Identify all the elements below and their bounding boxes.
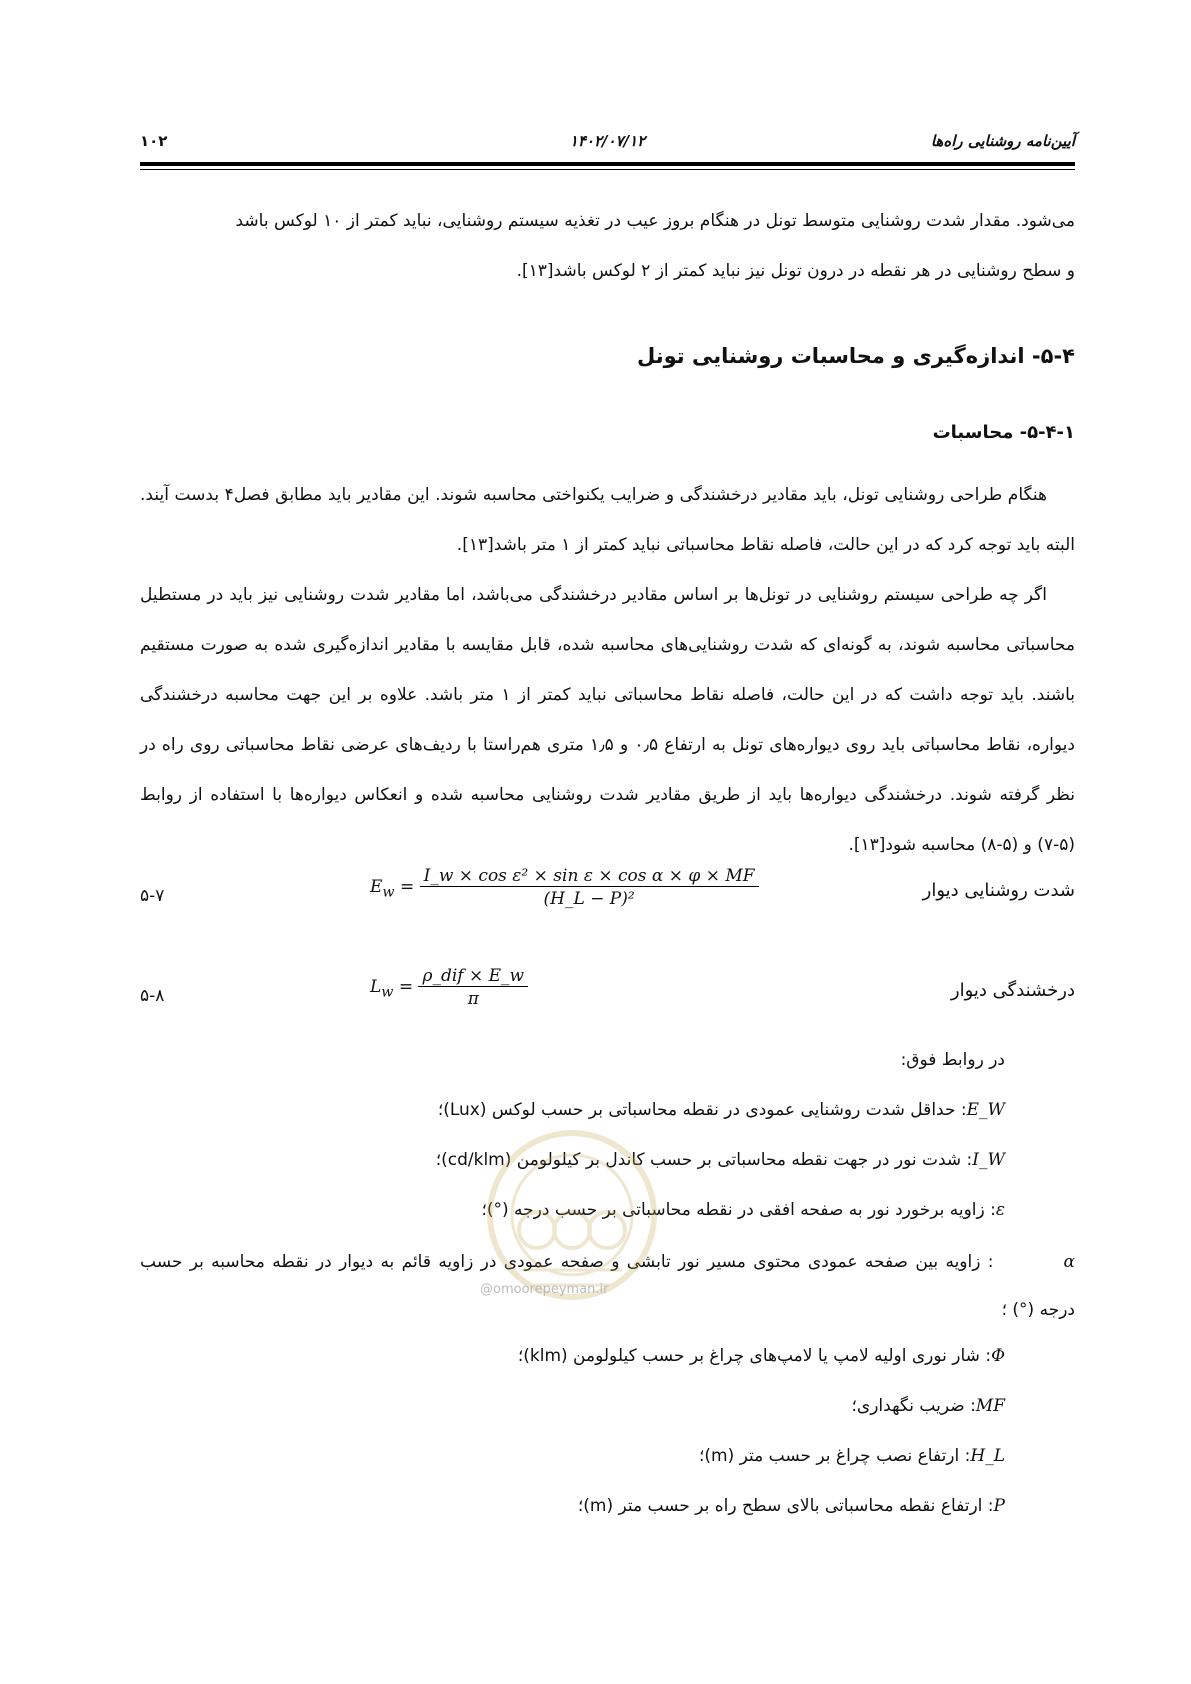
body-p2: اگر چه طراحی سیستم روشنایی در تونل‌ها بر اساس مقادیر درخشندگی می‌باشد، اما مقادیر شدت روشنایی نیز باید در مستطیل محاسباتی محاسبه شوند، به گونه‌ای که شدت روشنایی‌های محاسبه شده، قابل مقایسه با مقادیر اندازه‌گیری شده به صورت مستقیم باشند. باید توجه داشت که در این حالت، فاصله نقاط محاسباتی نباید کمتر از ۱ متر باشد. علاوه بر این جهت محاسبه درخشندگی دیواره، نقاط محاسباتی باید روی دیواره‌های تونل به ارتفاع ۰٫۵ و ۱٫۵ متری هم‌راستا با ردیف‌های عرضی نقاط محاسباتی روی راه در نظر گرفته شوند. درخشندگی دیواره‌ها باید از طریق مقادیر شدت روشنایی محاسبه شده و انعکاس دیواره‌ها با استفاده از روابط (۵-۷) و (۵-۸) محاسبه شود[۱۳]. (140, 585, 1076, 855)
equation-wall-illuminance (370, 866, 759, 909)
header-rule-thin (140, 169, 1075, 170)
definition-item: I_W: شدت نور در جهت نقطه محاسباتی بر حسب کاندل بر کیلولومن (cd/klm)؛ (435, 1150, 1005, 1170)
header-date: ۱۴۰۲/۰۷/۱۲ (569, 132, 646, 150)
body-paragraph-2 (140, 570, 1075, 870)
page-number: ۱۰۲ (140, 132, 168, 150)
equation-row-2 (140, 966, 1075, 1026)
definition-item: E_W: حداقل شدت روشنایی عمودی در نقطه محاسباتی بر حسب لوکس (Lux)؛ (437, 1100, 1005, 1120)
eq-denominator: π (467, 989, 479, 1009)
eq-fraction (418, 966, 528, 1009)
definitions-intro: در روابط فوق: (900, 1050, 1005, 1070)
intro-line-2: و سطح روشنایی در هر نقطه در درون تونل نیز نباید کمتر از ۲ لوکس باشد[۱۳]. (516, 261, 1075, 281)
eq-lhs: $E_w$ = (370, 877, 420, 901)
page-header (140, 128, 1075, 156)
intro-paragraph (140, 196, 1075, 296)
equation-label: شدت روشنایی دیوار (922, 880, 1075, 901)
definition-item: ε: زاویه برخورد نور به صفحه افقی در نقطه محاسباتی بر حسب درجه (°)؛ (481, 1200, 1005, 1220)
definition-item: H_L: ارتفاع نصب چراغ بر حسب متر (m)؛ (698, 1446, 1005, 1466)
intro-line-1: می‌شود. مقدار شدت روشنایی متوسط تونل در هنگام بروز عیب در تغذیه سیستم روشنایی، نباید کمتر از ۱۰ لوکس باشد (235, 211, 1075, 231)
equation-number: ۵-۸ (140, 986, 165, 1006)
watermark-text: @omoorepeyman.ir (480, 1282, 609, 1297)
body-paragraph-1 (140, 470, 1075, 570)
definition-item: P: ارتفاع نقطه محاسباتی بالای سطح راه بر حسب متر (m)؛ (577, 1496, 1005, 1516)
definition-item: Φ: شار نوری اولیه لامپ یا لامپ‌های چراغ بر حسب کیلولومن (klm)؛ (517, 1346, 1005, 1366)
subsection-heading: ۵-۴-۱- محاسبات (932, 422, 1075, 443)
eq-numerator: I_w × cos ε² × sin ε × cos α × φ × MF (420, 866, 759, 887)
eq-denominator: (H_L − P)² (543, 889, 635, 909)
equation-label: درخشندگی دیوار (950, 980, 1075, 1001)
eq-fraction (420, 866, 759, 909)
definition-item: MF: ضریب نگهداری؛ (851, 1396, 1005, 1416)
equation-wall-luminance (370, 966, 528, 1009)
equation-number: ۵-۷ (140, 886, 165, 906)
equation-row-1 (140, 866, 1075, 926)
body-p1: هنگام طراحی روشنایی تونل، باید مقادیر درخشندگی و ضرایب یکنواختی محاسبه شوند. این مقادیر باید مطابق فصل۴ بدست آیند. البته باید توجه کرد که در این حالت، فاصله نقاط محاسباتی نباید کمتر از ۱ متر باشد[۱۳]. (140, 485, 1075, 555)
definition-item: α: زاویه بین صفحه عمودی محتوی مسیر نور تابشی و صفحه عمودی در زاویه قائم به دیوار در نقطه محاسبه بر حسب درجه (°) ؛ (140, 1252, 1075, 1320)
document-title: آیین‌نامه روشنایی راه‌ها (930, 132, 1075, 150)
eq-numerator: ρ_dif × E_w (418, 966, 528, 987)
section-heading: ۵-۴- اندازه‌گیری و محاسبات روشنایی تونل (637, 344, 1075, 368)
eq-lhs: $L_w$ = (370, 977, 419, 1001)
header-rule-thick (140, 162, 1075, 166)
